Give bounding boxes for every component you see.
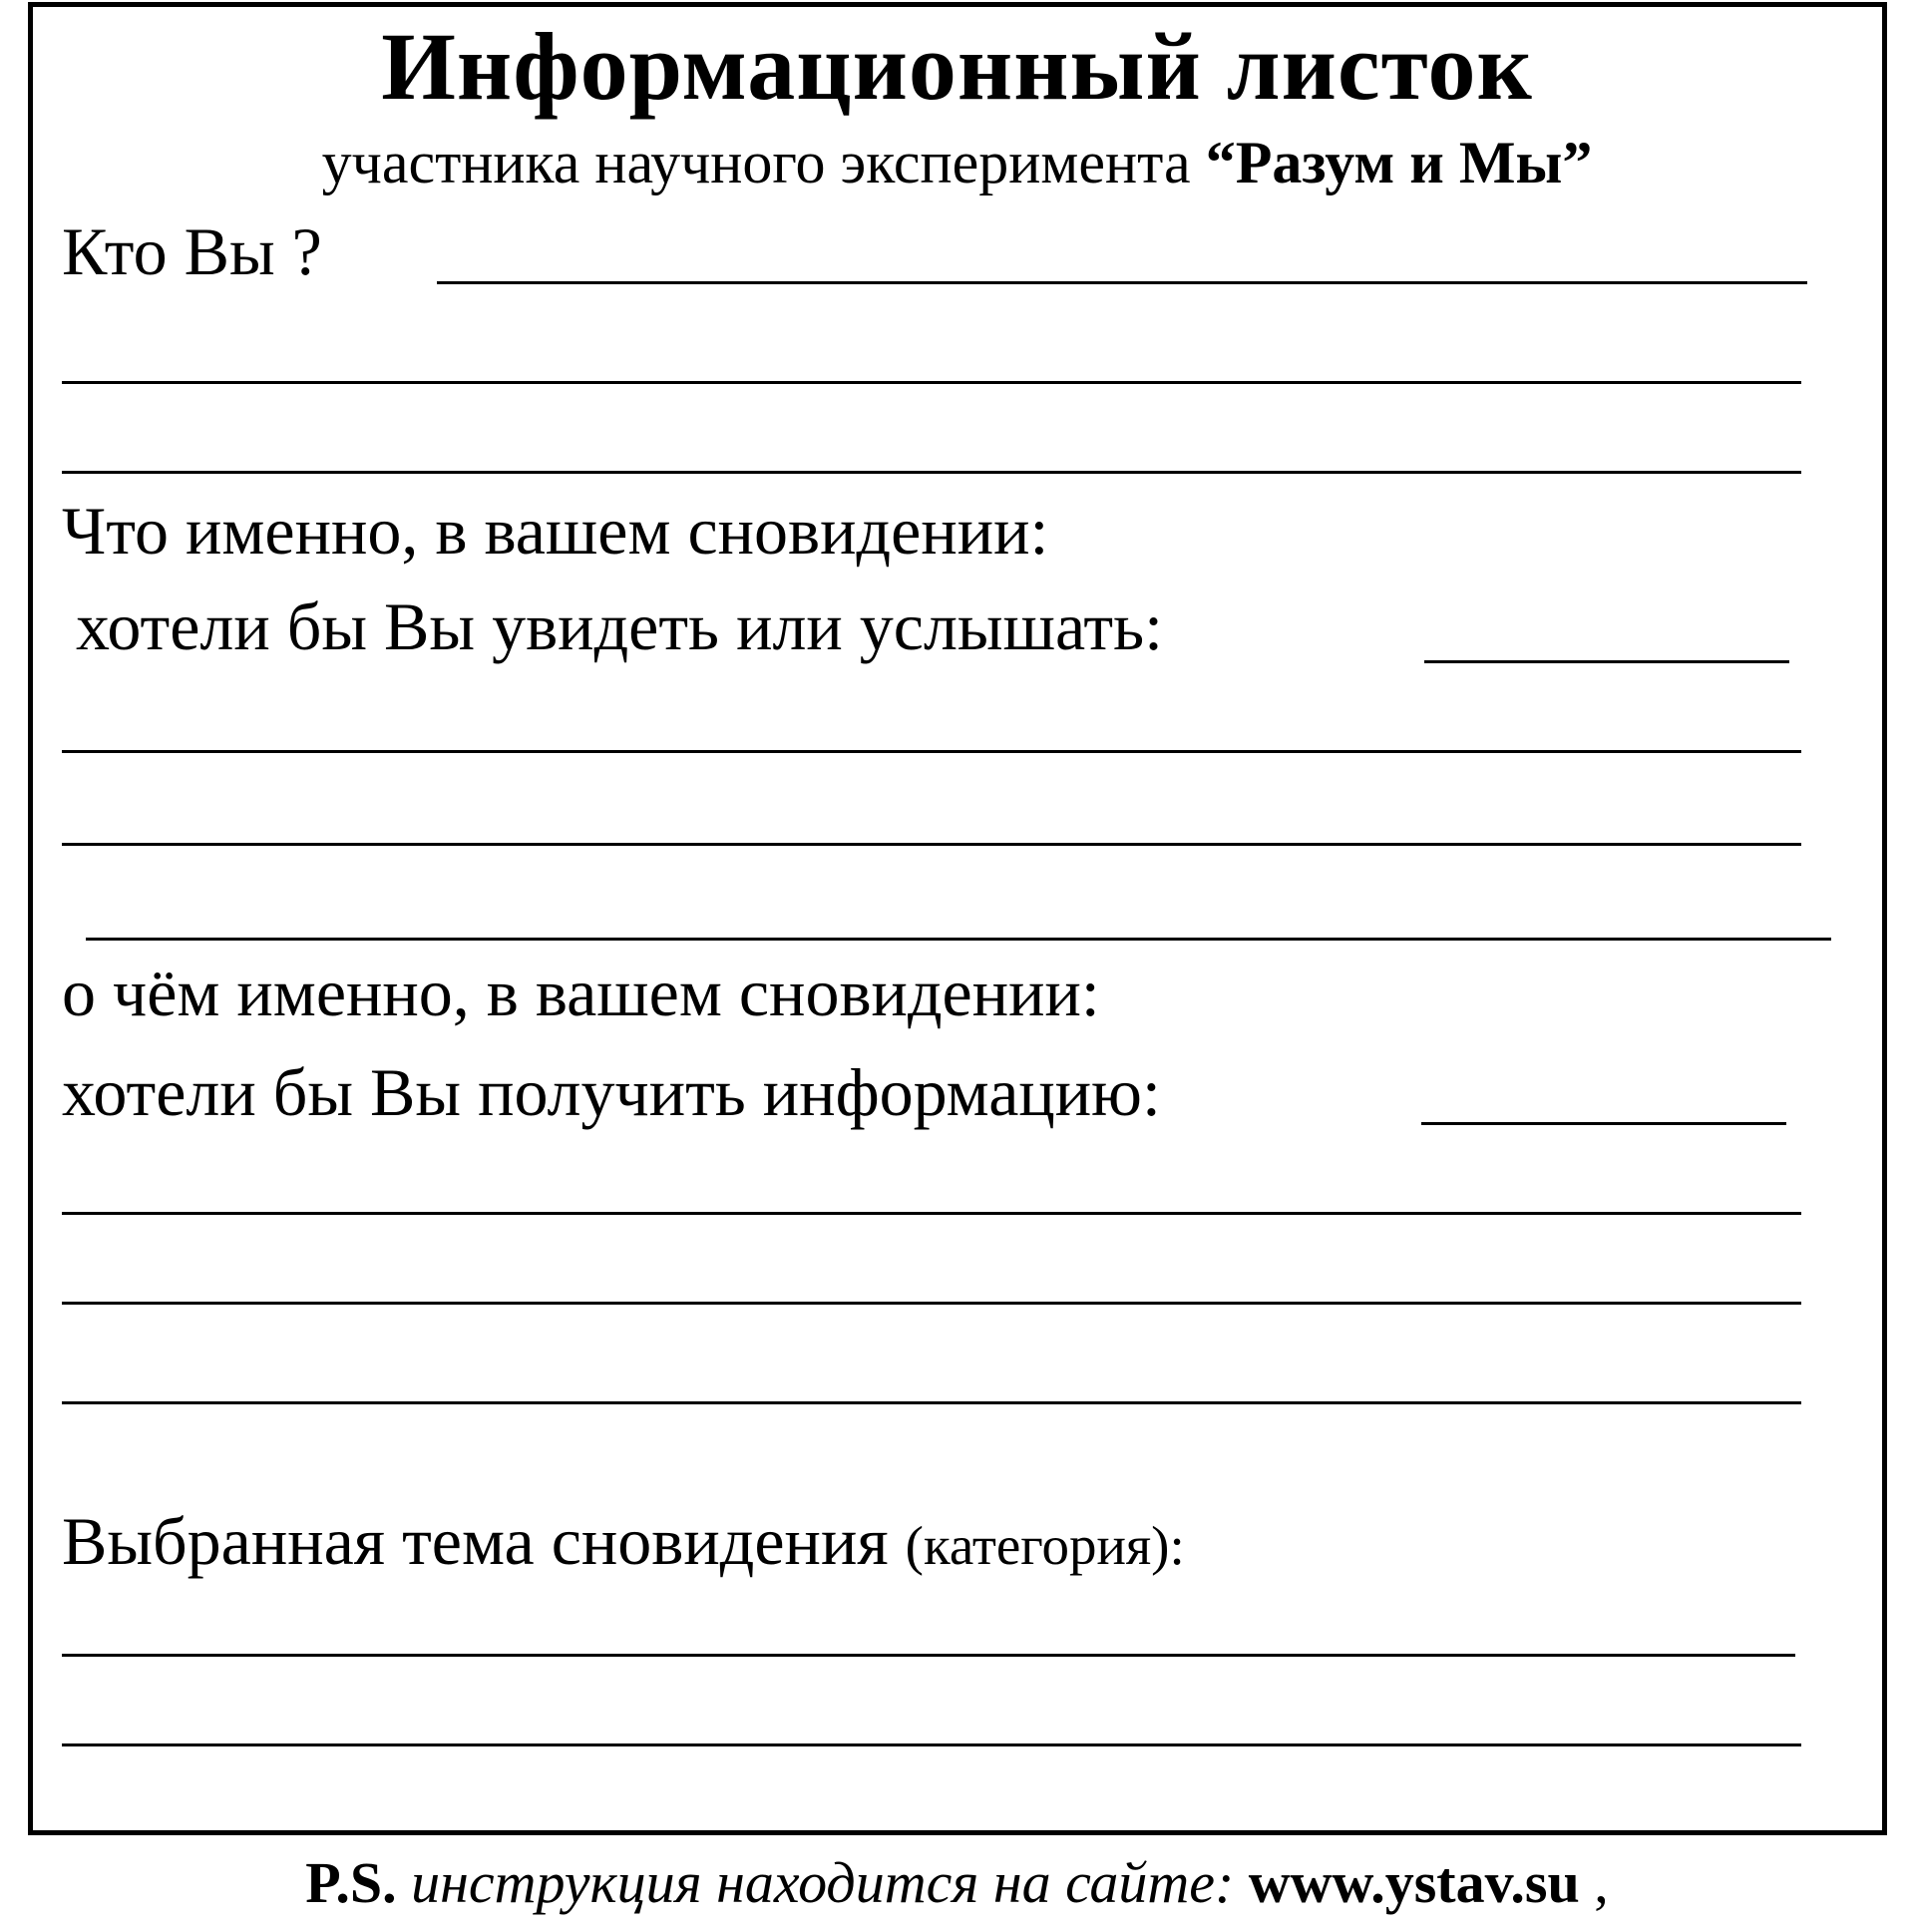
answer-line-information-4[interactable] [62, 1401, 1801, 1404]
footer-ps: P.S. [305, 1850, 397, 1915]
answer-line-who-2[interactable] [62, 381, 1801, 384]
answer-line-see-hear-4[interactable] [86, 938, 1831, 941]
footer-trail: , [1579, 1850, 1609, 1915]
project-name: “Разум и Мы” [1205, 130, 1593, 195]
form-title: Информационный листок [381, 13, 1533, 120]
answer-line-who-1[interactable] [437, 281, 1807, 284]
answer-line-see-hear-2[interactable] [62, 750, 1801, 753]
footer-instruction: инструкция находится на сайте: [396, 1850, 1249, 1915]
topic-label-text: Выбранная тема сновидения [62, 1503, 906, 1579]
form-subtitle [0, 128, 1914, 197]
topic-label-hint: (категория): [905, 1515, 1185, 1576]
answer-line-information-1[interactable] [1421, 1122, 1786, 1125]
answer-line-topic-1[interactable] [62, 1654, 1795, 1657]
footer-website-link[interactable]: www.ystav.su [1248, 1850, 1580, 1915]
subtitle-prefix: участника научного эксперимента [321, 130, 1206, 195]
answer-line-information-2[interactable] [62, 1212, 1801, 1215]
answer-line-see-hear-3[interactable] [62, 843, 1801, 846]
question-information-label-2: хотели бы Вы получить информацию: [62, 1054, 1161, 1130]
answer-line-see-hear-1[interactable] [1424, 660, 1789, 663]
answer-line-topic-2[interactable] [62, 1743, 1801, 1746]
answer-line-who-3[interactable] [62, 471, 1801, 474]
question-who-label: Кто Вы ? [62, 213, 322, 289]
question-information-label-1: о чём именно, в вашем сновидении: [62, 955, 1100, 1030]
answer-line-information-3[interactable] [62, 1302, 1801, 1305]
question-see-hear-label-2: хотели бы Вы увидеть или услышать: [76, 588, 1163, 664]
question-see-hear-label-1: Что именно, в вашем сновидении: [62, 493, 1049, 569]
footer-note [0, 1843, 1914, 1923]
question-topic-label [62, 1501, 1185, 1586]
